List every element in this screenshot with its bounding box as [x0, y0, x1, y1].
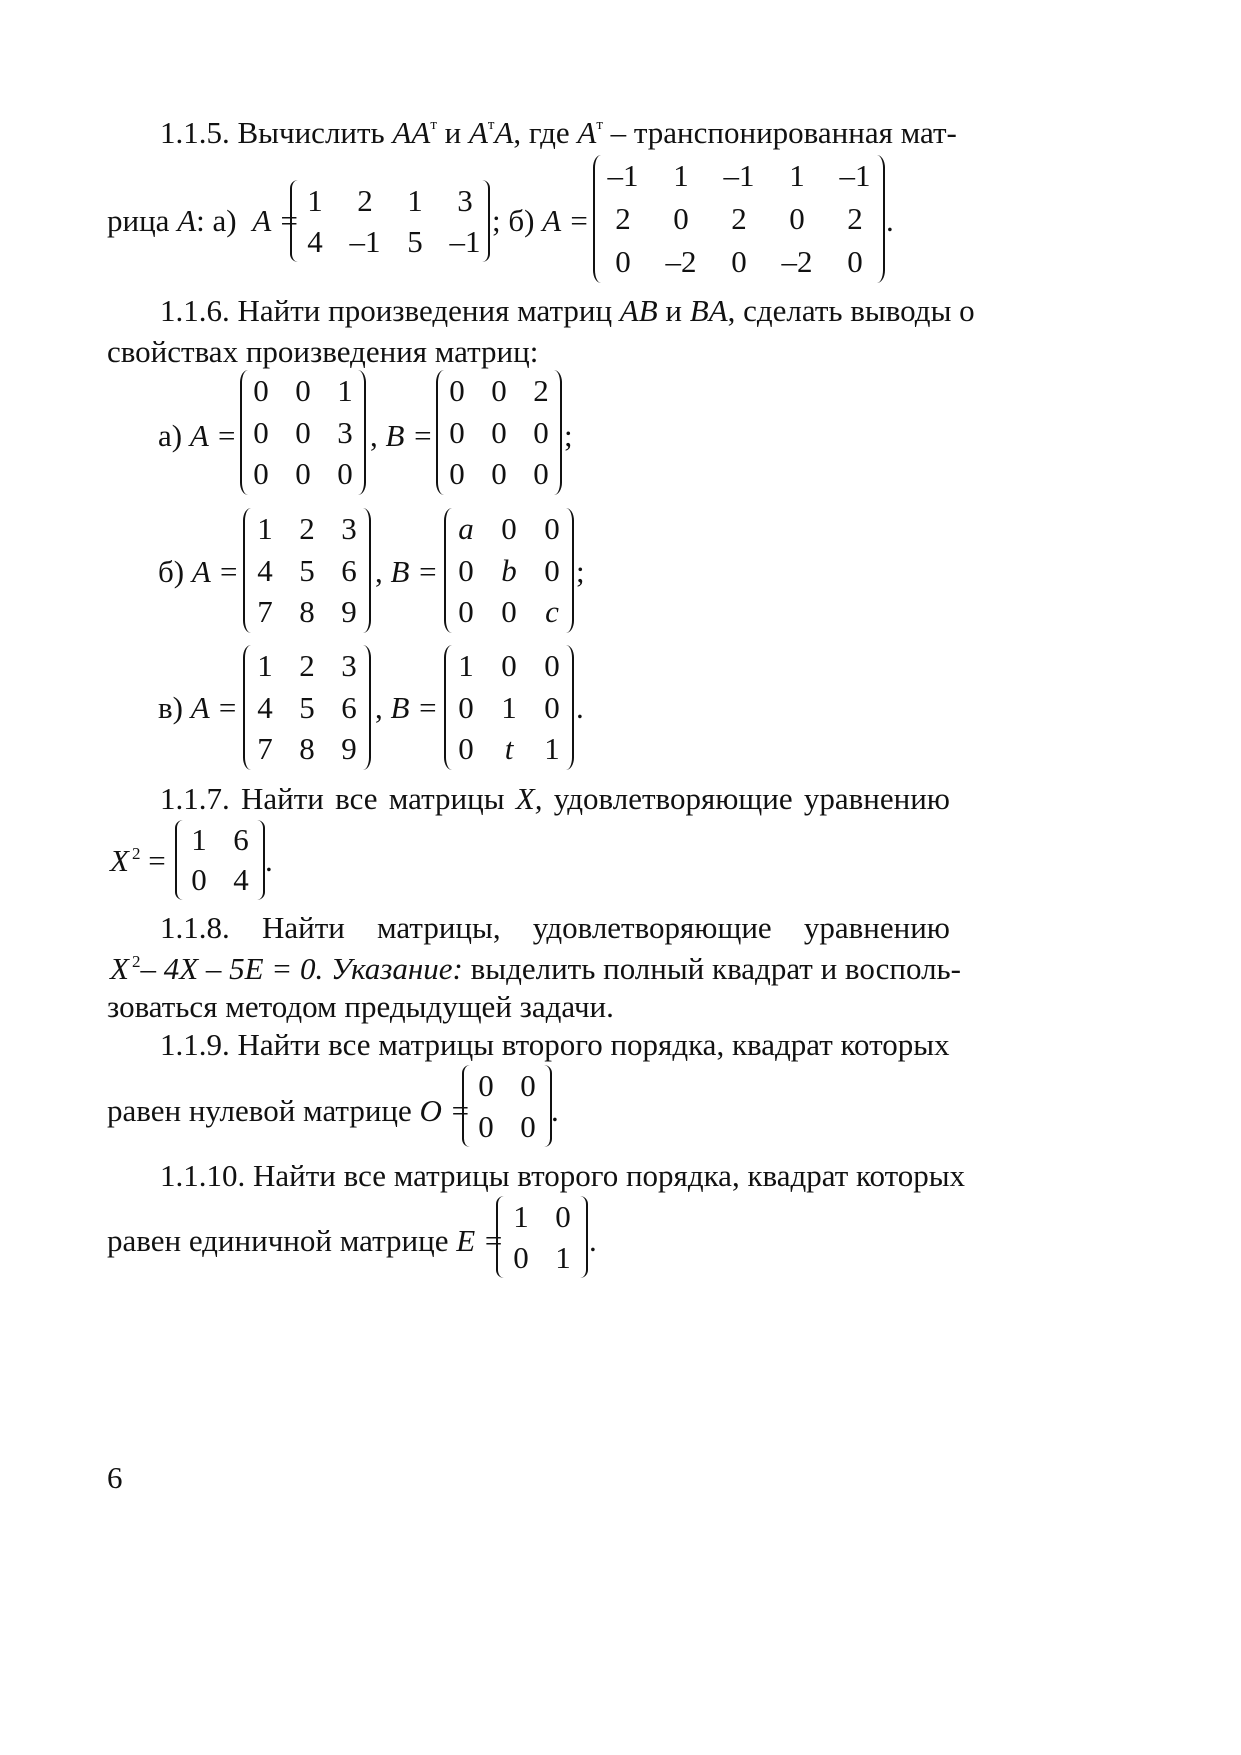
matrix-cell: –1 [723, 158, 755, 194]
matrix-cell: 1 [501, 689, 517, 725]
matrix-cell: 2 [533, 372, 549, 408]
matrix-cell: 1 [555, 1239, 571, 1275]
matrix-cell: 6 [341, 552, 357, 588]
matrix-cell: 4 [257, 689, 273, 725]
matrix-1110 [496, 1196, 588, 1278]
p118-line2: X $^2$– 4X – 5E = 0. Указание: выделить полный квадрат и восполь- [110, 951, 961, 986]
matrix-115b [593, 155, 885, 283]
matrix-cell: 2 [731, 201, 747, 236]
matrix-cell: 0 [337, 456, 353, 492]
matrix-cell: 8 [299, 731, 315, 767]
matrix-cell: 0 [544, 510, 560, 546]
matrix-row [444, 725, 574, 773]
matrix-116v-B [444, 645, 574, 770]
matrix-cell: –1 [449, 223, 481, 259]
matrix-row [175, 856, 265, 904]
matrix-cell: 5 [299, 689, 315, 725]
p115-end: . [886, 203, 894, 238]
matrix-cell: 0 [673, 201, 689, 236]
matrix-row [496, 1234, 588, 1282]
matrix-cell: 0 [555, 1198, 571, 1234]
p115-line1: 1.1.5. Вычислить $AA^т$ и $A^тA$, где $A^т$ – транспонированная мат- [160, 115, 957, 150]
p1110-line2: равен единичной матрице E = [107, 1223, 504, 1258]
matrix-cell: 0 [520, 1108, 536, 1144]
matrix-cell: 0 [295, 414, 311, 450]
p115-line2: рица A: а) A = [107, 203, 300, 238]
matrix-cell: 0 [449, 372, 465, 408]
p116v-mid: , B = [375, 690, 439, 725]
matrix-cell: 2 [847, 201, 863, 236]
p118-line1: 1.1.8. Найти матрицы, удовлетворяющие уравнению [160, 910, 950, 945]
matrix-row [243, 725, 371, 773]
matrix-cell: 5 [299, 552, 315, 588]
matrix-116v-A [243, 645, 371, 770]
matrix-cell: 1 [789, 158, 805, 194]
p119-line2: равен нулевой матрице O = [107, 1093, 471, 1128]
matrix-cell: 0 [491, 414, 507, 450]
matrix-cell: 4 [307, 223, 323, 259]
matrix-cell: 0 [501, 647, 517, 683]
matrix-row [593, 152, 885, 200]
matrix-cell: 0 [731, 243, 747, 279]
matrix-cell: 0 [253, 456, 269, 492]
matrix-cell: 0 [533, 414, 549, 450]
p116a-mid: , B = [370, 418, 434, 453]
matrix-cell: 0 [449, 414, 465, 450]
matrix-cell: 0 [458, 552, 474, 588]
matrix-cell: 0 [458, 689, 474, 725]
p116a-end: ; [564, 418, 573, 453]
matrix-cell: t [504, 731, 514, 767]
matrix-cell: 0 [513, 1239, 529, 1275]
matrix-row [290, 218, 490, 266]
p116b-lhs: б) A = [158, 554, 239, 589]
matrix-row [462, 1103, 552, 1151]
matrix-cell: 1 [191, 822, 207, 857]
matrix-cell: 0 [449, 456, 465, 492]
matrix-cell: –1 [839, 158, 871, 194]
matrix-116a-A [240, 370, 366, 495]
matrix-cell: 0 [295, 456, 311, 492]
matrix-cell: 1 [257, 510, 273, 546]
matrix-cell: 0 [544, 689, 560, 725]
matrix-cell: 3 [341, 510, 357, 546]
matrix-cell: 1 [407, 182, 423, 218]
matrix-116b-A [243, 508, 371, 633]
matrix-cell: 3 [337, 414, 353, 450]
matrix-row [240, 450, 366, 498]
matrix-cell: 0 [253, 372, 269, 408]
matrix-cell: 0 [789, 201, 805, 236]
matrix-cell: 9 [341, 731, 357, 767]
matrix-cell: –2 [781, 243, 813, 279]
matrix-cell: –2 [665, 243, 697, 279]
p116-line1: 1.1.6. Найти произведения матриц AB и BA, сделать выводы о [160, 293, 975, 328]
matrix-cell: a [458, 510, 474, 546]
matrix-cell: 0 [544, 647, 560, 683]
matrix-cell: 7 [257, 731, 273, 767]
matrix-cell: 6 [233, 822, 249, 857]
matrix-cell: 0 [295, 372, 311, 408]
matrix-cell: 0 [458, 731, 474, 767]
matrix-cell: 0 [253, 414, 269, 450]
matrix-cell: –1 [607, 158, 639, 194]
matrix-cell: c [545, 594, 559, 630]
matrix-cell: 0 [520, 1067, 536, 1103]
matrix-cell: 0 [458, 594, 474, 630]
matrix-cell: 1 [307, 182, 323, 218]
matrix-cell: 8 [299, 594, 315, 630]
matrix-cell: 1 [513, 1198, 529, 1234]
matrix-cell: 3 [457, 182, 473, 218]
matrix-cell: 1 [458, 647, 474, 683]
page-number: 6 [107, 1460, 123, 1495]
matrix-cell: 2 [615, 201, 631, 236]
p1110-line1: 1.1.10. Найти все матрицы второго порядка, квадрат которых [160, 1158, 966, 1193]
matrix-cell: 1 [337, 372, 353, 408]
matrix-cell: 0 [478, 1067, 494, 1103]
matrix-cell: 1 [257, 647, 273, 683]
p116b-mid: , B = [375, 554, 439, 589]
matrix-cell: 0 [491, 456, 507, 492]
p119-end: . [551, 1093, 559, 1128]
p1110-end: . [589, 1223, 597, 1258]
matrix-cell: 2 [299, 510, 315, 546]
matrix-cell: 2 [299, 647, 315, 683]
matrix-cell: 0 [533, 456, 549, 492]
matrix-cell: 3 [341, 647, 357, 683]
p116b-end: ; [576, 554, 585, 589]
matrix-cell: 0 [478, 1108, 494, 1144]
matrix-cell: 0 [191, 862, 207, 897]
p116v-end: . [576, 690, 584, 725]
matrix-cell: 0 [491, 372, 507, 408]
matrix-117 [175, 820, 265, 900]
matrix-cell: 5 [407, 223, 423, 259]
p118-line3: зоваться методом предыдущей задачи. [107, 989, 614, 1024]
matrix-row [593, 195, 885, 243]
p116v-lhs: в) A = [158, 690, 238, 725]
matrix-116b-B [444, 508, 574, 633]
matrix-cell: 0 [847, 243, 863, 279]
matrix-row [436, 450, 562, 498]
matrix-cell: 4 [257, 552, 273, 588]
matrix-cell: –1 [349, 223, 381, 259]
p117-line1: 1.1.7. Найти все матрицы X, удовлетворяющие уравнению [160, 781, 950, 816]
matrix-row [593, 238, 885, 286]
matrix-row [444, 588, 574, 636]
p115-sep: ; б) A = [492, 203, 590, 238]
matrix-115a [290, 180, 490, 262]
matrix-cell: 0 [501, 594, 517, 630]
matrix-cell: 1 [673, 158, 689, 194]
matrix-cell: 9 [341, 594, 357, 630]
p116a-lhs: а) A = [158, 418, 237, 453]
p117-eq: X $^2$ = [110, 843, 166, 878]
matrix-cell: 0 [544, 552, 560, 588]
matrix-cell: 2 [357, 182, 373, 218]
matrix-116a-B [436, 370, 562, 495]
p119-line1: 1.1.9. Найти все матрицы второго порядка, квадрат которых [160, 1027, 950, 1062]
matrix-119 [462, 1065, 552, 1147]
p117-end: . [265, 843, 273, 878]
matrix-cell: 1 [544, 731, 560, 767]
matrix-cell: 7 [257, 594, 273, 630]
matrix-cell: 6 [341, 689, 357, 725]
p116-line2: свойствах произведения матриц: [107, 334, 539, 369]
matrix-cell: b [501, 552, 517, 588]
matrix-cell: 0 [615, 243, 631, 279]
matrix-cell: 0 [501, 510, 517, 546]
matrix-row [243, 588, 371, 636]
matrix-cell: 4 [233, 862, 249, 897]
